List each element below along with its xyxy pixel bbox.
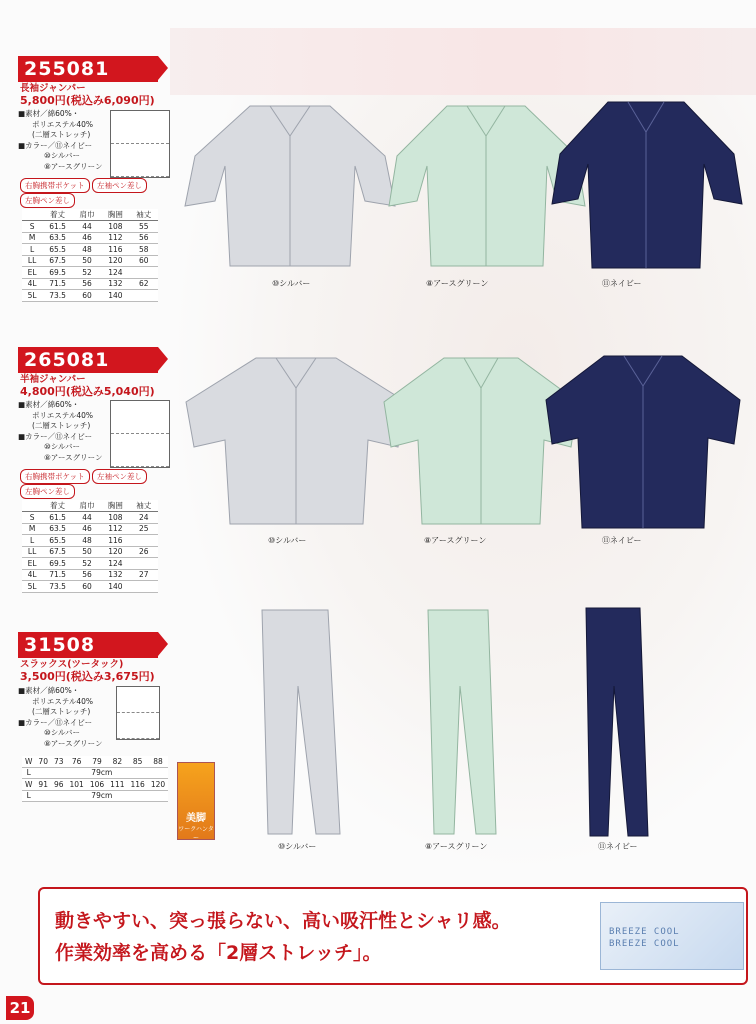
product-name: スラックス(ツータック) [20,659,124,670]
breeze-cool-logo: BREEZE COOL BREEZE COOL [600,902,744,970]
pants-sketch [116,686,160,740]
color-caption: ⑧アースグリーン [426,279,489,288]
color-caption: ⑩シルバー [278,842,317,851]
feature-tag: 右胸携帯ポケット [20,469,90,484]
color-caption: ⑪ネイビー [602,279,642,288]
tagline-line-1: 動きやすい、突っ張らない、高い吸汗性とシャリ感。 [55,910,511,932]
color-caption: ⑪ネイビー [598,842,638,851]
color-caption: ⑪ネイビー [602,536,642,545]
product-code-255081: 255081 [18,56,158,82]
product-name: 長袖ジャンパー [20,83,86,94]
product-price: 4,800円(税込み5,040円) [20,385,155,398]
product-code-265081: 265081 [18,347,158,373]
feature-tag: 右胸携帯ポケット [20,178,90,193]
pants-green [424,606,500,838]
color-caption: ⑩シルバー [272,279,311,288]
background-banner [170,28,756,98]
tagline-line-2: 作業効率を高める「2層ストレッチ」。 [55,942,382,964]
color-caption: ⑧アースグリーン [425,842,488,851]
product-specs: ■素材／綿60%・ ポリエステル40% (二層ストレッチ) ■カラー／⑪ネイビー ⑩シルバー ⑧アースグリーン [18,400,103,462]
size-table: 着丈 肩巾 胸囲 袖丈 S 61.5 44 108 55 M 63.5 46 112 56 L 65.5 48 116 58 LL 67.5 50 120 60 EL 69.5 52 124 4L 71.5 56 132 62 5L 73.5 60 140 [22,209,158,302]
garment-sketch [110,400,170,468]
feature-tag: 左袖ペン差し [92,178,147,193]
product-name: 半袖ジャンパー [20,374,86,385]
product-price: 3,500円(税込み3,675円) [20,670,155,683]
sock-product-image: 美脚 ワークハンター [177,762,215,840]
size-table: 着丈 肩巾 胸囲 袖丈 S 61.5 44 108 24 M 63.5 46 112 25 L 65.5 48 116 LL 67.5 50 120 26 EL 69.5 52 124 4L 71.5 56 132 27 5L 73.5 60 140 [22,500,158,593]
pants-silver [256,606,346,838]
garment-sketch [110,110,170,178]
product-code-31508: 31508 [18,632,158,658]
waist-table: W 70 73 76 79 82 85 88 L 79cm W 91 96 101 106 111 116 120 L 79cm [22,756,168,802]
pants-navy [582,606,654,838]
feature-tag: 左胸ペン差し [20,484,75,499]
page-number: 21 [6,996,34,1020]
product-price: 5,800円(税込み6,090円) [20,94,155,107]
color-caption: ⑧アースグリーン [424,536,487,545]
product-specs: ■素材／綿60%・ ポリエステル40% (二層ストレッチ) ■カラー／⑪ネイビー ⑩シルバー ⑧アースグリーン [18,686,103,748]
color-caption: ⑩シルバー [268,536,307,545]
product-specs: ■素材／綿60%・ ポリエステル40% (二層ストレッチ) ■カラー／⑪ネイビー ⑩シルバー ⑧アースグリーン [18,109,103,171]
long-sleeve-jacket-silver [180,96,400,276]
feature-tag: 左胸ペン差し [20,193,75,208]
feature-tag: 左袖ペン差し [92,469,147,484]
short-sleeve-jacket-navy [542,352,744,532]
long-sleeve-jacket-navy [548,96,748,276]
